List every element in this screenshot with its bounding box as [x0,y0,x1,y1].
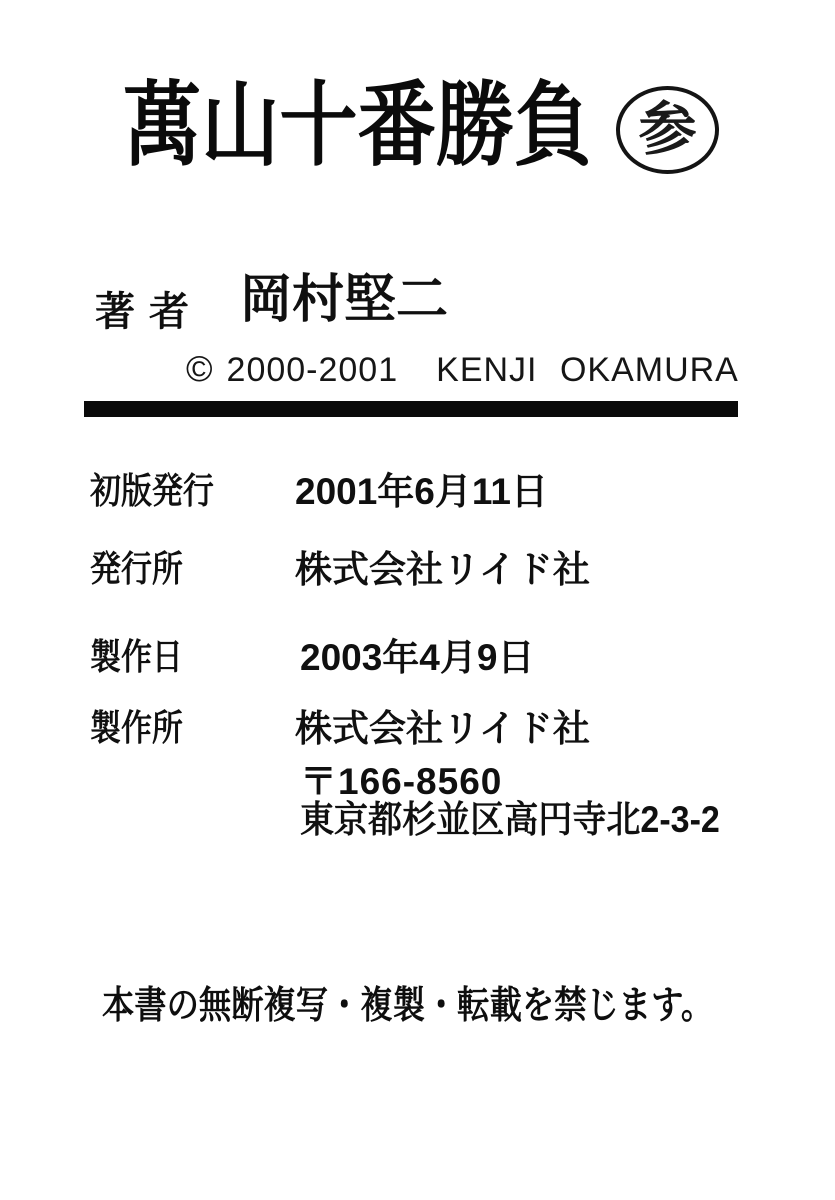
postal-code: 〒166-8560 [300,761,503,802]
row-label-publisher: 発行所 [90,548,183,589]
row-value-first-edition-date: 2001年6月11日 [295,471,549,512]
copyright-symbol: © [186,348,213,389]
copyright-years: 2000-2001 [226,351,399,389]
reproduction-notice: 本書の無断複写・複製・転載を禁じます。 [102,985,714,1027]
book-title: 萬山十番勝負 [123,75,593,177]
row-value-production-house: 株式会社リイド社 [295,708,590,749]
author-label: 著者 [95,290,203,334]
address: 東京都杉並区高円寺北2-3-2 [300,799,720,840]
divider-bar [84,401,738,417]
copyright-line [186,348,739,389]
row-label-first-edition: 初版発行 [90,470,214,511]
row-value-production-date: 2003年4月9日 [300,637,535,678]
copyright-holder: KENJI OKAMURA [436,351,739,389]
row-label-production-house: 製作所 [90,707,183,748]
volume-badge [616,86,719,174]
row-value-publisher: 株式会社リイド社 [295,549,590,590]
author-name: 岡村堅二 [240,271,449,329]
volume-badge-character: 参 [638,97,697,162]
row-label-production-date: 製作日 [90,636,183,677]
